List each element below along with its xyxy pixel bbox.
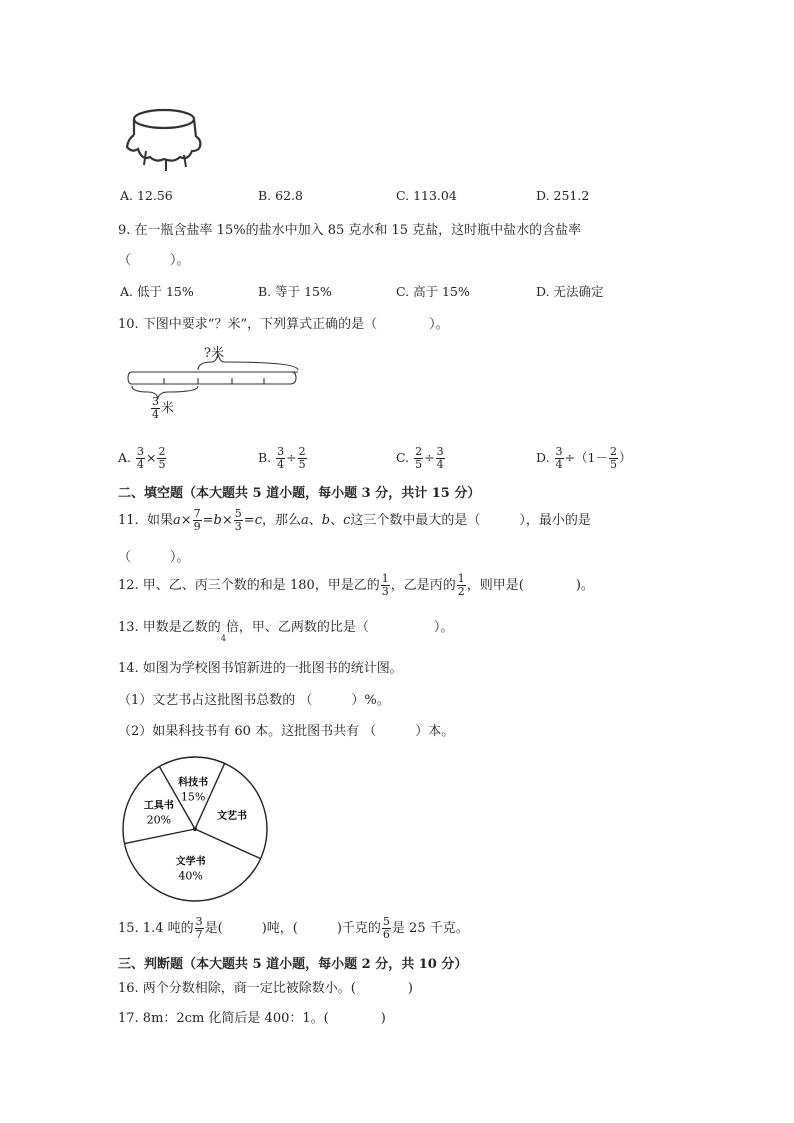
option-a: A. 低于 15%: [120, 284, 194, 299]
fraction: $\frac{3}{4}$: [152, 395, 159, 421]
pie-slice-border: [124, 829, 195, 844]
option-a: A. $\frac{3}{4}$ × $\frac{2}{5}$: [118, 445, 166, 471]
pie-slice-label: 文艺书: [217, 811, 248, 823]
option-b: B. 等于 15%: [258, 284, 332, 299]
section-3-title: 三、判断题（本大题共 5 道小题，每小题 2 分，共 10 分）: [118, 957, 468, 972]
pie-slice-value: 40%: [178, 869, 203, 883]
line-segment-diagram: [120, 340, 310, 430]
option-c: C. 113.04: [396, 188, 457, 203]
question-14: 14. 如图为学校图书馆新进的一批图书的统计图。: [118, 661, 403, 676]
pie-slice-value: 15%: [180, 790, 206, 804]
pie-slice-label: 文学书: [175, 856, 206, 868]
question-11: 11. 如果a× $\frac{7}{9}$ =b× $\frac{5}{3}$ =c，那么a、b、c这三个数中最大的是（ ），最小的是: [118, 507, 591, 533]
segment-svg: [120, 340, 310, 430]
unknown-length-label: ?米: [204, 346, 224, 361]
question-15: 15. 1.4 吨的 $\frac{3}{7}$ 是( )吨，( )千克的 $\frac{5}{6}$ 是 25 千克。: [118, 915, 469, 941]
pie-slice-label: 科技书: [178, 777, 209, 789]
pie-slice-label: 工具书: [143, 800, 174, 812]
option-c: C. $\frac{2}{5}$ ÷ $\frac{3}{4}$: [396, 445, 444, 471]
option-d: D. $\frac{3}{4}$ ÷（1－ $\frac{2}{5}$ ）: [536, 445, 632, 471]
option-a: A. 12.56: [120, 188, 173, 203]
question-12: 12. 甲、乙、丙三个数的和是 180，甲是乙的 $\frac{1}{3}$ ，乙是丙的 $\frac{1}{2}$ ，则甲是( )。: [118, 572, 594, 598]
option-b: B. 62.8: [258, 188, 303, 203]
question-10: 10. 下图中要求“？米”，下列算式正确的是（ ）。: [118, 317, 449, 332]
pie-slice-value: 20%: [146, 813, 172, 827]
question-14-part-2: （2）如果科技书有 60 本。这批图书共有 （ ）本。: [118, 724, 455, 739]
question-11-line2: （ ）。: [118, 550, 190, 565]
question-16: 16. 两个分数相除，商一定比被除数小。( ): [118, 981, 413, 996]
question-9: 9. 在一瓶含盐率 15%的盐水中加入 85 克水和 15 克盐，这时瓶中盐水的含盐率: [118, 223, 582, 238]
round-table-image: [122, 105, 212, 175]
unit-label: 米: [161, 401, 175, 416]
question-14-part-1: （1）文艺书占这批图书总数的 （ ）%。: [118, 693, 390, 708]
option-d: D. 无法确定: [536, 284, 604, 299]
pie-slice-border: [195, 829, 261, 859]
option-c: C. 高于 15%: [396, 284, 470, 299]
question-17: 17. 8m：2cm 化简后是 400：1。( ): [118, 1011, 386, 1026]
question-13: 13. 甲数是乙数的$_4$倍，甲、乙两数的比是（ ）。: [118, 620, 454, 643]
pie-center: [193, 827, 197, 831]
question-9-blank: （ ）。: [118, 253, 190, 268]
option-d: D. 251.2: [536, 188, 590, 203]
section-2-title: 二、填空题（本大题共 5 道小题，每小题 3 分，共计 15 分）: [118, 486, 481, 501]
pie-chart: [118, 752, 272, 906]
option-b: B. $\frac{3}{4}$ ÷ $\frac{2}{5}$: [258, 445, 306, 471]
